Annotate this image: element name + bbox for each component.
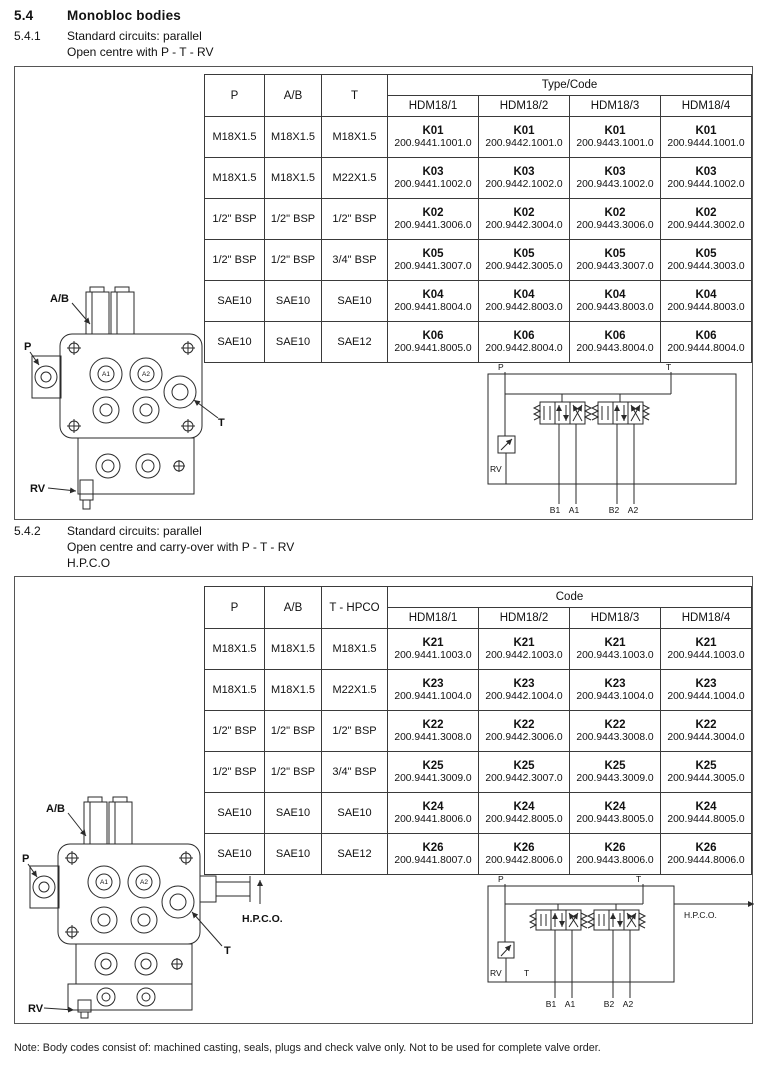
col-header-ab: A/B: [265, 587, 322, 629]
hydraulic-schematic-2: [478, 872, 763, 1012]
table-row: [205, 199, 752, 240]
code-number: 200.9443.3007.0: [576, 261, 654, 272]
body-code-cell: [479, 322, 570, 363]
schem-label-t: T: [666, 362, 672, 372]
col-header-model2: HDM18/2: [479, 608, 570, 629]
schem-label-b2: B2: [608, 505, 620, 515]
body-code-cell: [570, 322, 661, 363]
code-key: K23: [513, 678, 535, 690]
code-number: 200.9442.3006.0: [485, 732, 563, 743]
port-size-cell: 1/2" BSP: [265, 240, 322, 281]
port-size-cell: 1/2" BSP: [205, 240, 265, 281]
schem-label-a2: A2: [627, 505, 639, 515]
port-size-cell: M18X1.5: [205, 117, 265, 158]
port-size-cell: SAE10: [205, 322, 265, 363]
code-key: K03: [513, 166, 535, 178]
code-key: K02: [422, 207, 444, 219]
port-size-cell: 1/2" BSP: [322, 711, 388, 752]
body-code-cell: [661, 158, 752, 199]
spacer: [14, 556, 67, 570]
table-row: [205, 711, 752, 752]
body-code-cell: [661, 752, 752, 793]
code-key: K23: [422, 678, 444, 690]
code-key: K02: [604, 207, 626, 219]
port-size-cell: M22X1.5: [322, 670, 388, 711]
table-row: [205, 281, 752, 322]
code-key: K05: [695, 248, 717, 260]
table-row: [205, 670, 752, 711]
code-key: K01: [604, 125, 626, 137]
code-number: 200.9444.3005.0: [667, 773, 745, 784]
spacer: [14, 45, 67, 59]
code-number: 200.9444.1004.0: [667, 691, 745, 702]
port-size-cell: 1/2" BSP: [322, 199, 388, 240]
code-number: 200.9442.8006.0: [485, 855, 563, 866]
code-key: K01: [695, 125, 717, 137]
schem-label-b1: B1: [549, 505, 561, 515]
body-code-cell: [661, 793, 752, 834]
page-title: Monobloc bodies: [67, 8, 181, 23]
body-code-cell: [661, 199, 752, 240]
port-size-cell: M18X1.5: [205, 629, 265, 670]
col-header-model4: HDM18/4: [661, 96, 752, 117]
body-code-cell: [388, 793, 479, 834]
col-header-ab: A/B: [265, 75, 322, 117]
valve-body-drawing-2: [20, 780, 320, 1020]
code-key: K04: [513, 289, 535, 301]
port-size-cell: SAE10: [265, 322, 322, 363]
port-size-cell: SAE12: [322, 322, 388, 363]
table-header-row: [205, 75, 752, 96]
code-key: K01: [513, 125, 535, 137]
port-size-cell: M22X1.5: [322, 158, 388, 199]
code-number: 200.9442.1001.0: [485, 138, 563, 149]
body-code-cell: [570, 281, 661, 322]
spacer: [14, 540, 67, 554]
body-code-cell: [479, 752, 570, 793]
port-size-cell: SAE10: [205, 793, 265, 834]
code-number: 200.9441.8005.0: [394, 343, 472, 354]
code-number: 200.9444.8006.0: [667, 855, 745, 866]
port-size-cell: SAE10: [205, 281, 265, 322]
code-number: 200.9442.8004.0: [485, 343, 563, 354]
code-number: 200.9442.3007.0: [485, 773, 563, 784]
port-size-cell: 1/2" BSP: [205, 711, 265, 752]
code-key: K24: [695, 801, 717, 813]
code-number: 200.9444.8003.0: [667, 302, 745, 313]
body-code-cell: [479, 199, 570, 240]
code-number: 200.9443.8003.0: [576, 302, 654, 313]
code-number: 200.9444.1001.0: [667, 138, 745, 149]
code-number: 200.9441.3009.0: [394, 773, 472, 784]
body-code-cell: [570, 629, 661, 670]
code-key: K05: [513, 248, 535, 260]
section-subtitle2-542: [14, 556, 110, 570]
code-number: 200.9441.1004.0: [394, 691, 472, 702]
schem-label-t-inner: T: [524, 968, 530, 978]
col-header-p: P: [205, 75, 265, 117]
code-key: K25: [695, 760, 717, 772]
body-code-cell: [388, 834, 479, 875]
port-label-a2: A2: [142, 371, 150, 378]
code-key: K06: [422, 330, 444, 342]
port-label-rv: RV: [30, 483, 46, 495]
schem-label-rv: RV: [490, 968, 502, 978]
section-number: 5.4: [14, 8, 34, 23]
code-key: K25: [422, 760, 444, 772]
port-size-cell: SAE10: [322, 281, 388, 322]
code-number: 200.9441.3007.0: [394, 261, 472, 272]
table-row: [205, 240, 752, 281]
body-code-cell: [479, 629, 570, 670]
port-size-cell: 1/2" BSP: [205, 199, 265, 240]
section-subtitle-542: [14, 540, 294, 554]
code-key: K02: [513, 207, 535, 219]
code-number: 200.9443.1004.0: [576, 691, 654, 702]
valve-body-drawing-1: [22, 286, 237, 516]
port-size-cell: SAE10: [205, 834, 265, 875]
schem-label-a1: A1: [564, 999, 576, 1009]
port-size-cell: M18X1.5: [265, 670, 322, 711]
code-number: 200.9443.1001.0: [576, 138, 654, 149]
code-number: 200.9441.8007.0: [394, 855, 472, 866]
port-size-cell: M18X1.5: [265, 158, 322, 199]
subsection-title: Standard circuits: parallel: [67, 524, 202, 538]
code-number: 200.9442.3004.0: [485, 220, 563, 231]
code-number: 200.9441.8004.0: [394, 302, 472, 313]
table-row: [205, 322, 752, 363]
code-key: K24: [422, 801, 444, 813]
port-size-cell: SAE12: [322, 834, 388, 875]
body-code-cell: [661, 322, 752, 363]
code-number: 200.9442.3005.0: [485, 261, 563, 272]
body-code-cell: [479, 281, 570, 322]
code-key: K21: [513, 637, 535, 649]
code-number: 200.9443.8005.0: [576, 814, 654, 825]
port-label-p: P: [22, 853, 30, 865]
port-label-t: T: [224, 945, 231, 957]
section-heading-542: [14, 524, 202, 538]
port-size-cell: 1/2" BSP: [265, 199, 322, 240]
port-label-a1: A1: [100, 879, 108, 886]
body-code-cell: [388, 670, 479, 711]
group-header-typecode: Type/Code: [388, 75, 752, 96]
code-number: 200.9443.1003.0: [576, 650, 654, 661]
footer-note: Note: Body codes consist of: machined casting, seals, plugs and check valve only. Not to be used for complete valve order.: [14, 1042, 601, 1054]
body-code-cell: [661, 117, 752, 158]
code-key: K25: [513, 760, 535, 772]
body-code-cell: [661, 834, 752, 875]
code-number: 200.9443.3008.0: [576, 732, 654, 743]
code-number: 200.9443.3009.0: [576, 773, 654, 784]
table-header-row: [205, 587, 752, 608]
group-header-code: Code: [388, 587, 752, 608]
code-key: K06: [695, 330, 717, 342]
body-code-cell: [570, 117, 661, 158]
hydraulic-schematic-1: [478, 360, 756, 518]
code-key: K06: [513, 330, 535, 342]
code-number: 200.9444.8005.0: [667, 814, 745, 825]
port-size-cell: SAE10: [265, 281, 322, 322]
port-size-cell: M18X1.5: [322, 117, 388, 158]
port-size-cell: SAE10: [265, 793, 322, 834]
body-code-cell: [388, 711, 479, 752]
code-number: 200.9444.3003.0: [667, 261, 745, 272]
code-key: K23: [695, 678, 717, 690]
code-number: 200.9441.1002.0: [394, 179, 472, 190]
body-code-cell: [479, 834, 570, 875]
code-key: K23: [604, 678, 626, 690]
schem-label-b1: B1: [545, 999, 557, 1009]
col-header-t-hpco: T - HPCO: [322, 587, 388, 629]
code-number: 200.9443.8006.0: [576, 855, 654, 866]
col-header-p: P: [205, 587, 265, 629]
body-code-cell: [388, 281, 479, 322]
body-code-cell: [570, 793, 661, 834]
body-code-cell: [570, 670, 661, 711]
body-code-cell: [661, 281, 752, 322]
table-row: [205, 117, 752, 158]
code-number: 200.9443.3006.0: [576, 220, 654, 231]
body-code-cell: [570, 752, 661, 793]
schem-label-a1: A1: [568, 505, 580, 515]
port-label-p: P: [24, 341, 32, 353]
port-label-t: T: [218, 417, 225, 429]
code-number: 200.9441.3008.0: [394, 732, 472, 743]
subsection-number: 5.4.2: [14, 524, 41, 538]
body-code-cell: [570, 834, 661, 875]
code-key: K25: [604, 760, 626, 772]
code-number: 200.9441.1001.0: [394, 138, 472, 149]
code-key: K26: [422, 842, 444, 854]
col-header-model3: HDM18/3: [570, 96, 661, 117]
code-number: 200.9442.1003.0: [485, 650, 563, 661]
schem-label-b2: B2: [603, 999, 615, 1009]
code-number: 200.9441.3006.0: [394, 220, 472, 231]
body-code-cell: [479, 711, 570, 752]
port-size-cell: M18X1.5: [322, 629, 388, 670]
port-label-rv: RV: [28, 1003, 44, 1015]
code-key: K21: [422, 637, 444, 649]
body-code-cell: [570, 711, 661, 752]
codes-table-541: [204, 74, 752, 363]
code-key: K04: [604, 289, 626, 301]
code-number: 200.9444.1003.0: [667, 650, 745, 661]
code-key: K22: [604, 719, 626, 731]
col-header-model4: HDM18/4: [661, 608, 752, 629]
section-subtitle-541: [14, 45, 214, 59]
code-key: K03: [422, 166, 444, 178]
code-key: K03: [695, 166, 717, 178]
port-size-cell: M18X1.5: [205, 158, 265, 199]
code-number: 200.9441.8006.0: [394, 814, 472, 825]
subsection-number: 5.4.1: [14, 29, 41, 43]
body-code-cell: [570, 199, 661, 240]
schem-label-rv: RV: [490, 464, 502, 474]
body-code-cell: [388, 629, 479, 670]
port-label-a2: A2: [140, 879, 148, 886]
code-number: 200.9443.8004.0: [576, 343, 654, 354]
schem-label-p: P: [498, 874, 504, 884]
section-heading-54: [14, 8, 181, 23]
body-code-cell: [661, 629, 752, 670]
table-row: [205, 158, 752, 199]
code-key: K26: [513, 842, 535, 854]
port-label-a1: A1: [102, 371, 110, 378]
code-number: 200.9442.8003.0: [485, 302, 563, 313]
port-size-cell: M18X1.5: [265, 117, 322, 158]
table-row: [205, 629, 752, 670]
code-key: K26: [604, 842, 626, 854]
code-number: 200.9444.8004.0: [667, 343, 745, 354]
code-number: 200.9442.1002.0: [485, 179, 563, 190]
body-code-cell: [479, 158, 570, 199]
subsection-subtitle: Open centre with P - T - RV: [67, 45, 214, 59]
body-code-cell: [570, 240, 661, 281]
port-size-cell: SAE10: [322, 793, 388, 834]
subsection-subtitle-hpco: H.P.C.O: [67, 556, 111, 570]
port-size-cell: 1/2" BSP: [205, 752, 265, 793]
code-number: 200.9444.1002.0: [667, 179, 745, 190]
body-code-cell: [388, 158, 479, 199]
port-size-cell: 3/4" BSP: [322, 752, 388, 793]
col-header-model2: HDM18/2: [479, 96, 570, 117]
code-number: 200.9444.3002.0: [667, 220, 745, 231]
code-key: K05: [422, 248, 444, 260]
code-key: K06: [604, 330, 626, 342]
code-number: 200.9442.1004.0: [485, 691, 563, 702]
body-code-cell: [479, 670, 570, 711]
body-code-cell: [388, 199, 479, 240]
code-number: 200.9441.1003.0: [394, 650, 472, 661]
code-number: 200.9442.8005.0: [485, 814, 563, 825]
code-key: K04: [695, 289, 717, 301]
body-code-cell: [479, 240, 570, 281]
code-key: K24: [604, 801, 626, 813]
code-key: K21: [695, 637, 717, 649]
code-key: K26: [695, 842, 717, 854]
body-code-cell: [388, 240, 479, 281]
code-key: K21: [604, 637, 626, 649]
body-code-cell: [479, 117, 570, 158]
code-key: K22: [695, 719, 717, 731]
code-key: K03: [604, 166, 626, 178]
body-code-cell: [388, 322, 479, 363]
body-code-cell: [661, 240, 752, 281]
code-number: 200.9443.1002.0: [576, 179, 654, 190]
code-key: K05: [604, 248, 626, 260]
body-code-cell: [661, 670, 752, 711]
body-code-cell: [388, 752, 479, 793]
col-header-model1: HDM18/1: [388, 96, 479, 117]
port-size-cell: M18X1.5: [205, 670, 265, 711]
body-code-cell: [570, 158, 661, 199]
port-size-cell: 3/4" BSP: [322, 240, 388, 281]
col-header-model3: HDM18/3: [570, 608, 661, 629]
table-body: [205, 117, 752, 363]
hpco-label: H.P.C.O.: [242, 913, 283, 925]
code-key: K24: [513, 801, 535, 813]
port-size-cell: 1/2" BSP: [265, 711, 322, 752]
code-key: K04: [422, 289, 444, 301]
col-header-model1: HDM18/1: [388, 608, 479, 629]
col-header-t: T: [322, 75, 388, 117]
port-label-ab: A/B: [50, 293, 69, 305]
schem-label-a2: A2: [622, 999, 634, 1009]
port-label-ab: A/B: [46, 803, 65, 815]
body-code-cell: [479, 793, 570, 834]
body-code-cell: [661, 711, 752, 752]
body-code-cell: [388, 117, 479, 158]
code-number: 200.9444.3004.0: [667, 732, 745, 743]
port-size-cell: M18X1.5: [265, 629, 322, 670]
subsection-subtitle: Open centre and carry-over with P - T - RV: [67, 540, 295, 554]
schem-label-t: T: [636, 874, 642, 884]
port-size-cell: SAE10: [265, 834, 322, 875]
schem-label-hpco: H.P.C.O.: [684, 910, 717, 920]
code-key: K02: [695, 207, 717, 219]
code-key: K01: [422, 125, 444, 137]
code-key: K22: [513, 719, 535, 731]
subsection-title: Standard circuits: parallel: [67, 29, 202, 43]
port-size-cell: 1/2" BSP: [265, 752, 322, 793]
code-key: K22: [422, 719, 444, 731]
schem-label-p: P: [498, 362, 504, 372]
section-heading-541: [14, 29, 202, 43]
